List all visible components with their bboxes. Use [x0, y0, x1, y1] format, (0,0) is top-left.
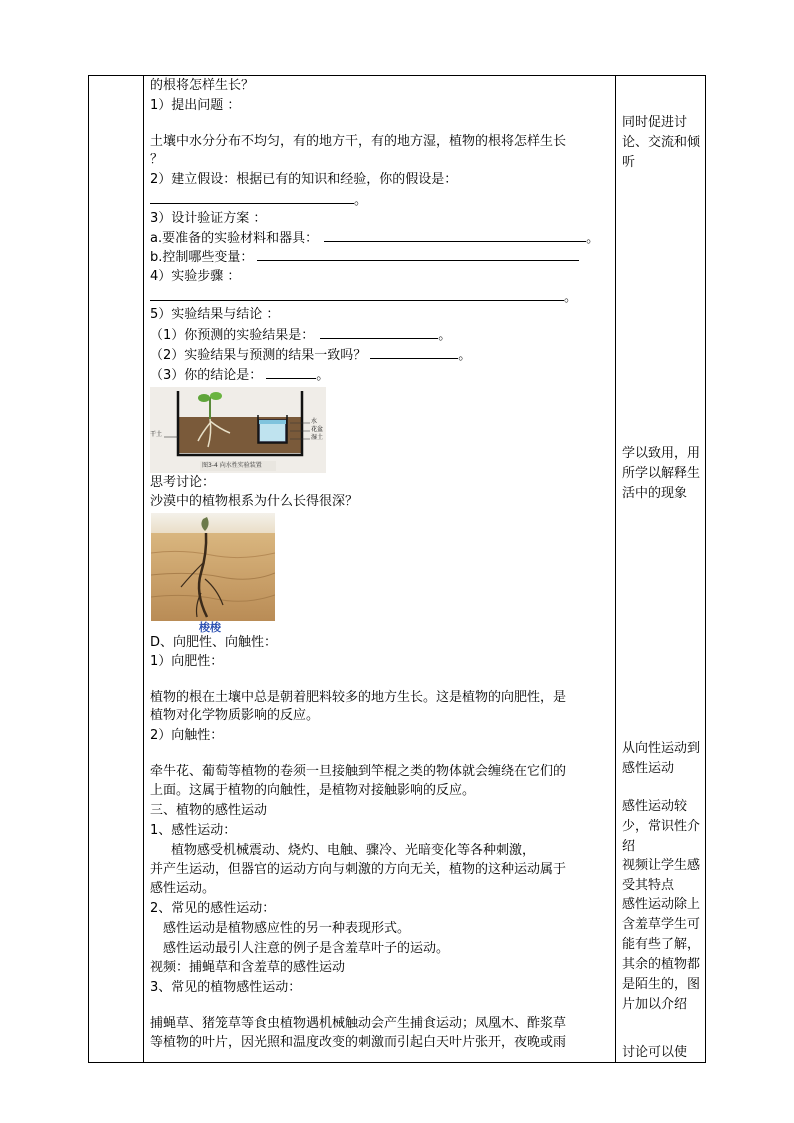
- column-divider-2: [615, 76, 616, 1062]
- text-line: 1）提出问题 ：: [150, 98, 241, 113]
- answer-blank[interactable]: [150, 191, 354, 204]
- text-line: 4）实验步骤 ：: [150, 269, 241, 284]
- figure-caption: 图3-4 向水性实验装置: [202, 462, 262, 469]
- figure-label: 干土: [150, 431, 163, 438]
- side-note: 感性运动较少，常识性介绍: [622, 799, 701, 854]
- text-line: D、向肥性、向触性：: [150, 635, 278, 650]
- side-note: 视频让学生感受其特点: [622, 858, 701, 893]
- answer-blank[interactable]: [150, 288, 564, 301]
- text-line: 感性运动最引人注意的例子是含羞草叶子的运动。: [163, 941, 450, 956]
- text-line: 1、感性运动：: [150, 823, 237, 838]
- text-line: 牵牛花、葡萄等植物的卷须一旦接触到竿棍之类的物体就会缠绕在它们的: [150, 764, 567, 779]
- answer-blank[interactable]: [266, 366, 316, 379]
- side-note: 学以致用，用所学以解释生活中的现象: [622, 446, 701, 501]
- text-line: 5）实验结果与结论 ：: [150, 307, 280, 322]
- text-line: b.控制哪些变量：: [150, 248, 579, 267]
- text-line: 2、常见的感性运动：: [150, 901, 276, 916]
- text-line: 3）设计验证方案 ：: [150, 211, 267, 226]
- text-line: 感性运动。: [150, 881, 216, 896]
- column-divider-1: [143, 76, 144, 1062]
- blank-line: 。: [150, 191, 367, 210]
- answer-blank[interactable]: [324, 229, 586, 242]
- blank-line: 。: [150, 288, 577, 307]
- text-line: 视频：捕蝇草和含羞草的感性运动: [150, 960, 346, 975]
- answer-blank[interactable]: [370, 346, 458, 359]
- text-line: 1）向肥性：: [150, 654, 224, 669]
- text-line: 感性运动是植物感应性的另一种表现形式。: [163, 921, 411, 936]
- side-note: 从向性运动到感性运动: [622, 741, 701, 776]
- text-line: 的根将怎样生长？: [150, 78, 255, 93]
- hydrotropism-figure: [150, 387, 326, 473]
- photo-caption: 梭梭: [199, 621, 221, 634]
- figure-label: 水: [311, 418, 318, 425]
- text-line: 2）建立假设：根据已有的知识和经验，你的假设是：: [150, 172, 458, 187]
- text-line: 3、常见的植物感性运动：: [150, 980, 302, 995]
- figure-label: 湿土: [311, 434, 324, 441]
- text-line: 植物感受机械震动、烧灼、电触、骤冷、光暗变化等各种刺激，: [171, 843, 536, 858]
- text-line: 等植物的叶片，因光照和温度改变的刺激而引起白天叶片张开，夜晚或雨: [150, 1035, 567, 1050]
- figure-label: 花盆: [311, 426, 324, 433]
- text-line: 捕蝇草、猪笼草等食虫植物遇机械触动会产生捕食运动；凤凰木、酢浆草: [150, 1016, 567, 1031]
- answer-blank[interactable]: [257, 248, 579, 261]
- text-line: ？: [150, 152, 164, 167]
- text-line: 沙漠中的植物根系为什么长得很深？: [150, 494, 359, 509]
- text-line: 思考讨论：: [150, 475, 216, 490]
- text-line: 2）向触性：: [150, 728, 224, 743]
- saxaul-root-photo: [151, 513, 275, 635]
- text-line: 上面。这属于植物的向触性，是植物对接触影响的反应。: [150, 783, 476, 798]
- side-note: 讨论可以使: [622, 1045, 688, 1060]
- text-line: （2）实验结果与预测的结果一致吗？ 。: [150, 348, 472, 363]
- side-note: 感性运动除上含羞草学生可能有些了解，其余的植物都是陌生的，图片加以介绍: [622, 897, 701, 1012]
- text-line: 并产生运动，但器官的运动方向与刺激的方向无关，植物的这种运动属于: [150, 862, 567, 877]
- text-line: 植物的根在土壤中总是朝着肥料较多的地方生长。这是植物的向肥性，是: [150, 690, 567, 705]
- text-line: （1）你预测的实验结果是： 。: [150, 328, 452, 343]
- text-line: 植物对化学物质影响的反应。: [150, 708, 320, 723]
- section-heading: 三、植物的感性运动: [150, 803, 268, 818]
- text-line: 土壤中水分分布不均匀，有的地方干，有的地方湿，植物的根将怎样生长: [150, 134, 567, 149]
- text-line: a.要准备的实验材料和器具： 。: [150, 231, 600, 246]
- text-line: （3）你的结论是： 。: [150, 368, 330, 383]
- answer-blank[interactable]: [320, 326, 438, 339]
- side-note: 同时促进讨论、交流和倾听: [622, 115, 701, 170]
